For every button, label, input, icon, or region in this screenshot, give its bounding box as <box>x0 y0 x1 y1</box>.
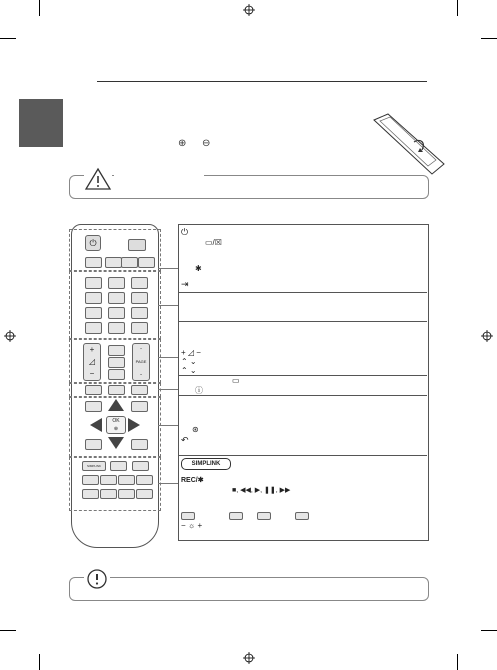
leader-line-3 <box>158 357 178 358</box>
mute-button[interactable] <box>108 369 125 380</box>
crop-mark-tr-h <box>481 38 497 39</box>
simplink-logo: SIMPLINK <box>181 458 231 470</box>
blue-key-icon <box>295 512 309 520</box>
yellow-button[interactable] <box>118 489 135 499</box>
leader-line-2 <box>158 305 178 306</box>
channel-up-down-icon: ⌃ ⌄ <box>181 357 197 366</box>
note-exclamation-icon <box>84 568 110 590</box>
registration-mark-bottom-icon <box>243 652 255 664</box>
panel-divider-5 <box>178 455 427 456</box>
crop-mark-bl-h <box>0 630 16 631</box>
language-side-tab <box>19 99 63 147</box>
subtitle-icon: ▭ <box>232 376 240 385</box>
back-icon: ↶ <box>181 435 189 445</box>
info-button[interactable] <box>108 385 125 395</box>
note-box <box>69 577 429 601</box>
input-button[interactable] <box>138 257 155 268</box>
power-icon: ⏻ <box>181 227 189 237</box>
info-icon: ⓘ <box>195 386 203 395</box>
star-icon: ✱ <box>195 264 202 273</box>
input-icon: ⇥ <box>181 279 189 289</box>
leader-line-1 <box>158 268 178 269</box>
crop-mark-tr-v <box>457 0 458 16</box>
crop-mark-br-h <box>481 630 497 631</box>
tv-rad-button[interactable] <box>128 239 146 251</box>
nav-down-arrow[interactable] <box>108 437 124 449</box>
caution-box <box>69 175 429 199</box>
panel-divider-2 <box>178 321 427 322</box>
text-button[interactable] <box>131 385 148 395</box>
q-view-button[interactable] <box>131 322 148 334</box>
play-button[interactable] <box>100 475 117 485</box>
red-key-icon <box>181 512 195 520</box>
registration-mark-top-icon <box>243 4 255 16</box>
fast-forward-button[interactable] <box>136 475 153 485</box>
plus-circle-icon: ⊕ <box>178 138 187 149</box>
crop-mark-br-v <box>457 654 458 670</box>
blue-button[interactable] <box>136 489 153 499</box>
simplink-button[interactable]: SIMPLINK <box>82 461 106 471</box>
registration-mark-left-icon <box>4 330 16 342</box>
tv-rad-icon: ▭/☒ <box>205 238 222 247</box>
warning-triangle-icon <box>84 167 112 191</box>
panel-divider-3 <box>178 375 427 376</box>
list-button[interactable] <box>85 322 102 334</box>
page-rocker[interactable]: ⌃ PAGE ⌄ <box>132 343 150 381</box>
yellow-key-icon <box>257 512 271 520</box>
remote-button-1[interactable] <box>85 257 102 268</box>
brightness-symbols: − ☼ + <box>181 521 203 530</box>
num-5-button[interactable] <box>108 292 125 304</box>
num-6-button[interactable] <box>131 292 148 304</box>
rewind-button[interactable] <box>82 475 99 485</box>
header-rule <box>97 81 427 82</box>
nav-up-arrow[interactable] <box>108 399 124 411</box>
crop-mark-bl-v <box>39 654 40 670</box>
red-button[interactable] <box>82 489 99 499</box>
home-button[interactable] <box>85 401 102 412</box>
playback-controls-label: ■, ◀◀, ▶, ❚❚, ▶▶ <box>232 487 291 494</box>
page-up-down-icon: ⌃ ⌄ <box>181 366 197 375</box>
crop-mark-tl-v <box>39 0 40 16</box>
num-3-button[interactable] <box>131 277 148 289</box>
back-button[interactable] <box>85 439 102 450</box>
three-d-button[interactable] <box>108 357 125 368</box>
rec-button[interactable] <box>110 461 127 471</box>
panel-divider-1 <box>178 292 427 293</box>
num-4-button[interactable] <box>85 292 102 304</box>
subtitle-button[interactable] <box>85 385 102 395</box>
ok-button[interactable]: OK ⊛ <box>106 416 126 434</box>
green-key-icon <box>229 512 243 520</box>
remote-button-3[interactable] <box>121 257 138 268</box>
power-icon: ⏻ <box>89 238 97 248</box>
fav-button[interactable] <box>108 345 125 356</box>
description-panel <box>178 224 429 541</box>
registration-mark-right-icon <box>481 330 493 342</box>
settings-icon: ⊛ <box>192 425 199 434</box>
num-1-button[interactable] <box>85 277 102 289</box>
num-0-button[interactable] <box>108 322 125 334</box>
star-button[interactable] <box>105 257 122 268</box>
leader-line-5 <box>158 425 178 426</box>
rec-label: REC/✱ <box>181 477 204 484</box>
pause-button[interactable] <box>118 475 135 485</box>
exit-button[interactable] <box>131 439 148 450</box>
num-8-button[interactable] <box>108 307 125 319</box>
num-7-button[interactable] <box>85 307 102 319</box>
volume-rocker[interactable]: + ◿ − <box>83 343 101 381</box>
crop-mark-tl-h <box>0 38 16 39</box>
num-2-button[interactable] <box>108 277 125 289</box>
num-9-button[interactable] <box>131 307 148 319</box>
leader-line-4 <box>158 389 178 390</box>
volume-symbols: + ◿ − <box>181 348 201 357</box>
stop-button[interactable] <box>132 461 149 471</box>
nav-right-arrow[interactable] <box>128 418 140 432</box>
minus-circle-icon: ⊖ <box>202 138 211 149</box>
nav-left-arrow[interactable] <box>90 418 102 432</box>
power-button[interactable] <box>85 235 101 251</box>
remote-control-illustration <box>71 224 159 548</box>
settings-button[interactable] <box>131 401 148 412</box>
panel-divider-4 <box>178 395 427 396</box>
leader-line-6 <box>158 483 178 484</box>
green-button[interactable] <box>100 489 117 499</box>
remote-battery-illustration <box>370 112 448 178</box>
